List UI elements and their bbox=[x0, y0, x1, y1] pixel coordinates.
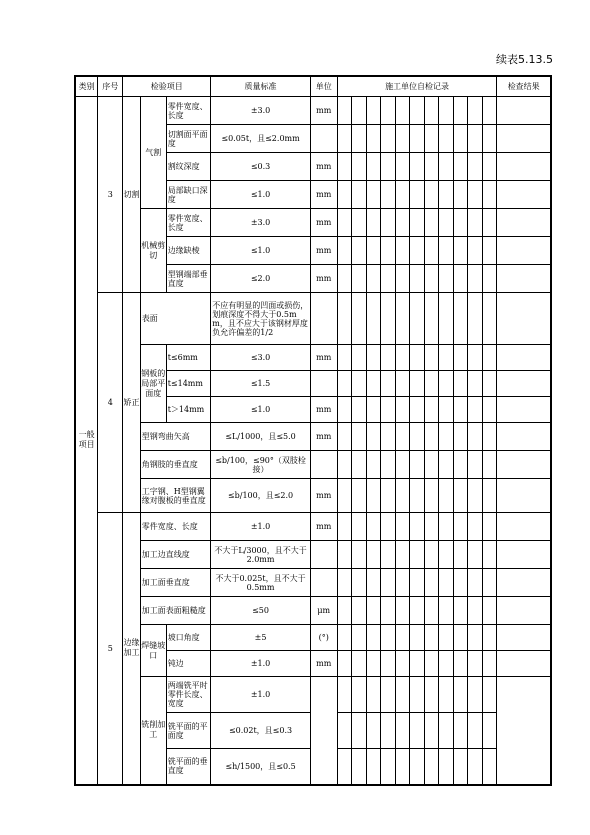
standard-value: 不大于L/3000，且不大于2.0mm bbox=[211, 541, 311, 569]
seq-3: 3 bbox=[98, 97, 123, 293]
seq-5: 5 bbox=[98, 513, 123, 785]
result-cell[interactable] bbox=[497, 181, 551, 209]
standard-value: ±3.0 bbox=[211, 97, 311, 125]
item-label: 型钢端部垂直度 bbox=[166, 265, 211, 293]
result-cell[interactable] bbox=[497, 293, 551, 345]
item-label: 两端铣平时零件长度、宽度 bbox=[166, 677, 211, 713]
unit-value: mm bbox=[310, 651, 337, 677]
group-edge: 边缘加工 bbox=[123, 513, 141, 785]
standard-value: ±1.0 bbox=[211, 651, 311, 677]
standard-value: ≤3.0 bbox=[211, 345, 311, 371]
result-cell[interactable] bbox=[497, 237, 551, 265]
result-cell[interactable] bbox=[497, 97, 551, 125]
result-cell[interactable] bbox=[497, 451, 551, 479]
unit-value: mm bbox=[310, 209, 337, 237]
result-cell[interactable] bbox=[497, 209, 551, 237]
item-label: 加工面表面粗糙度 bbox=[140, 597, 211, 625]
item-label: 工字钢、H型钢翼缘对腹板的垂直度 bbox=[140, 479, 211, 513]
sub-milling: 铣削加工 bbox=[140, 677, 166, 785]
standard-value: ≤0.3 bbox=[211, 153, 311, 181]
sub-mech-cut: 机械剪切 bbox=[140, 209, 166, 293]
result-cell[interactable] bbox=[497, 265, 551, 293]
header-category: 类别 bbox=[75, 76, 98, 97]
unit-value: mm bbox=[310, 237, 337, 265]
item-label: t＞14mm bbox=[166, 397, 211, 423]
result-cell[interactable] bbox=[497, 541, 551, 569]
header-row bbox=[75, 76, 551, 97]
table-row bbox=[75, 569, 551, 597]
item-label: 钝边 bbox=[166, 651, 211, 677]
table-row bbox=[75, 625, 551, 651]
standard-value: ±1.0 bbox=[211, 513, 311, 541]
header-record: 施工单位自检记录 bbox=[337, 76, 497, 97]
unit-value: mm bbox=[310, 97, 337, 125]
unit-value: (°) bbox=[310, 625, 337, 651]
standard-value: ≤1.5 bbox=[211, 371, 311, 397]
table-row bbox=[75, 423, 551, 451]
seq-4: 4 bbox=[98, 293, 123, 513]
sub-plate-flatness: 钢板的局部平面度 bbox=[140, 345, 166, 423]
unit-value: mm bbox=[310, 153, 337, 181]
group-straighten: 矫正 bbox=[123, 293, 141, 513]
table-row bbox=[75, 479, 551, 513]
result-cell[interactable] bbox=[497, 569, 551, 597]
unit-value bbox=[310, 569, 337, 597]
result-cell[interactable] bbox=[497, 371, 551, 397]
unit-value bbox=[310, 371, 337, 397]
item-label: 边缘缺棱 bbox=[166, 237, 211, 265]
item-label: 型钢弯曲矢高 bbox=[140, 423, 211, 451]
item-label: 零件宽度、长度 bbox=[166, 97, 211, 125]
standard-value: 不大于0.025t，且不大于0.5mm bbox=[211, 569, 311, 597]
unit-value bbox=[310, 125, 337, 153]
item-label: 零件宽度、长度 bbox=[140, 513, 211, 541]
result-cell[interactable] bbox=[497, 597, 551, 625]
result-cell[interactable] bbox=[497, 345, 551, 371]
unit-value bbox=[310, 677, 337, 785]
standard-value: ≤2.0 bbox=[211, 265, 311, 293]
unit-value: mm bbox=[310, 423, 337, 451]
result-cell[interactable] bbox=[497, 125, 551, 153]
result-cell[interactable] bbox=[497, 397, 551, 423]
result-cell[interactable] bbox=[497, 479, 551, 513]
table-row bbox=[75, 597, 551, 625]
sub-weld-groove: 焊缝坡口 bbox=[140, 625, 166, 677]
standard-value: ≤1.0 bbox=[211, 181, 311, 209]
item-surface: 表面 bbox=[140, 293, 211, 345]
unit-value: mm bbox=[310, 513, 337, 541]
result-cell[interactable] bbox=[497, 625, 551, 651]
item-label: 加工面垂直度 bbox=[140, 569, 211, 597]
category-general: 一般项目 bbox=[75, 97, 98, 785]
item-label: 铣平面的平面度 bbox=[166, 713, 211, 749]
standard-value: ≤50 bbox=[211, 597, 311, 625]
header-item: 检验项目 bbox=[123, 76, 211, 97]
standard-value: ≤1.0 bbox=[211, 237, 311, 265]
header-seq: 序号 bbox=[98, 76, 123, 97]
result-cell[interactable] bbox=[497, 651, 551, 677]
inspection-table bbox=[74, 75, 552, 786]
result-cell[interactable] bbox=[497, 513, 551, 541]
standard-value: ±3.0 bbox=[211, 209, 311, 237]
unit-value: mm bbox=[310, 181, 337, 209]
item-label: 零件宽度、长度 bbox=[166, 209, 211, 237]
unit-value bbox=[310, 451, 337, 479]
table-row bbox=[75, 97, 551, 125]
item-label: t≤6mm bbox=[166, 345, 211, 371]
standard-value: ≤b/100，≤90°（双肢栓接） bbox=[211, 451, 311, 479]
header-standard: 质量标准 bbox=[211, 76, 311, 97]
standard-value: ≤h/1500，且≤0.5 bbox=[211, 749, 311, 785]
unit-value bbox=[310, 541, 337, 569]
header-result: 检查结果 bbox=[497, 76, 551, 97]
table-title: 续表5.13.5 bbox=[496, 53, 553, 66]
table-row bbox=[75, 541, 551, 569]
unit-value: mm bbox=[310, 345, 337, 371]
item-label: t≤14mm bbox=[166, 371, 211, 397]
standard-value: ±1.0 bbox=[211, 677, 311, 713]
table-row bbox=[75, 513, 551, 541]
item-label: 切割面平面度 bbox=[166, 125, 211, 153]
item-label: 铣平面的垂直度 bbox=[166, 749, 211, 785]
item-label: 角钢肢的垂直度 bbox=[140, 451, 211, 479]
sub-gas-cut: 气割 bbox=[140, 97, 166, 209]
standard-value: ≤0.02t，且≤0.3 bbox=[211, 713, 311, 749]
group-cut: 切割 bbox=[123, 97, 141, 293]
unit-value: mm bbox=[310, 397, 337, 423]
result-cell[interactable] bbox=[497, 423, 551, 451]
table-row bbox=[75, 209, 551, 237]
standard-value: ≤1.0 bbox=[211, 397, 311, 423]
table-row bbox=[75, 451, 551, 479]
standard-value: ≤0.05t，且≤2.0mm bbox=[211, 125, 311, 153]
item-label: 割纹深度 bbox=[166, 153, 211, 181]
table-row bbox=[75, 677, 551, 713]
item-label: 加工边直线度 bbox=[140, 541, 211, 569]
item-label: 坡口角度 bbox=[166, 625, 211, 651]
unit-value: mm bbox=[310, 479, 337, 513]
standard-value: ≤b/100，且≤2.0 bbox=[211, 479, 311, 513]
standard-value: ≤L/1000，且≤5.0 bbox=[211, 423, 311, 451]
header-unit: 单位 bbox=[310, 76, 337, 97]
unit-value: mm bbox=[310, 265, 337, 293]
unit-value: μm bbox=[310, 597, 337, 625]
standard-surface: 不应有明显的凹面或损伤，划痕深度不得大于0.5mm，且不应大于该钢材厚度负允许偏差的1/2 bbox=[211, 293, 311, 345]
result-cell[interactable] bbox=[497, 677, 551, 785]
result-cell[interactable] bbox=[497, 153, 551, 181]
item-label: 局部缺口深度 bbox=[166, 181, 211, 209]
table-row bbox=[75, 345, 551, 371]
table-row bbox=[75, 293, 551, 345]
standard-value: ±5 bbox=[211, 625, 311, 651]
